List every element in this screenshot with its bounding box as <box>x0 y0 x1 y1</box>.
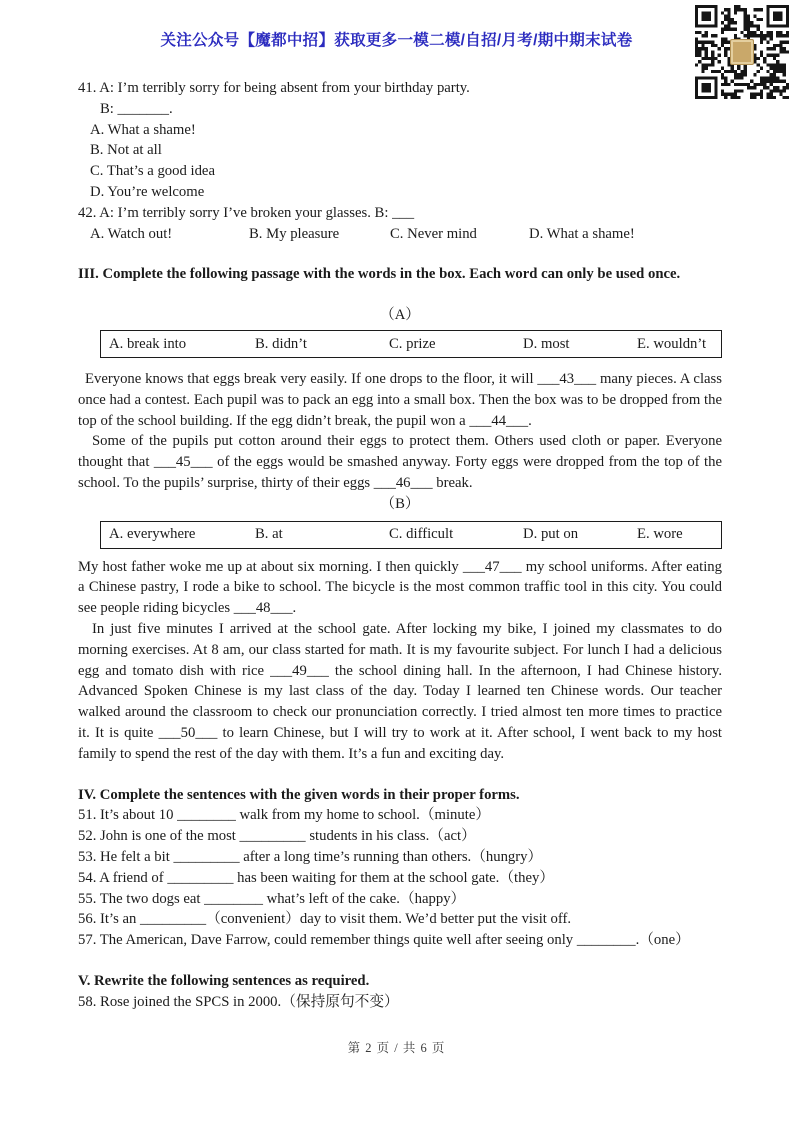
q41-option-c: C. That’s a good idea <box>90 163 215 180</box>
page-number-indicator: 第 2 页 / 共 6 页 <box>347 1041 446 1055</box>
section4-heading: IV. Complete the sentences with the given words in their proper forms. <box>78 786 520 803</box>
q42-option-c: C. Never mind <box>390 225 477 242</box>
passage-b-paragraph-2: In just five minutes I arrived at the school gate. After locking my bike, I joined my classmates to do morning exercises. At 8 am, our class started for math. It is my favourite subject. For lunch I had a delicious egg and tomato dish with rice ___49___ the school dining hall. In the afternoon, I had Chinese history. Advanced Spoken Chinese is my last class of the day. Today I learned ten Chinese words. Our teacher walked around the classroom to check our pronunciation correctly. I tried almost ten more times to practice it. It is quite ___50___ to learn Chinese, but I will try to work at it. After school, I went back to my host family to spend the rest of the day with them. It’s a fun and exciting day. <box>78 620 722 762</box>
passage-b-paragraph-1: My host father woke me up at about six morning. I then quickly ___47___ my school uniforms. After eating a Chinese pastry, I rode a bike to school. The bicycle is the most common traffic tool in this city. You could see people riding bicycles ___48___. <box>78 558 722 617</box>
q41-option-a: A. What a shame! <box>90 121 196 138</box>
q57-item: 57. The American, Dave Farrow, could remember things quite well after seeing only ________.（one） <box>78 932 690 949</box>
q42-option-a: A. Watch out! <box>90 225 173 242</box>
q53-item: 53. He felt a bit _________ after a long time’s running than others.（hungry） <box>78 848 543 865</box>
q56-item: 56. It’s an _________（convenient）day to visit them. We’d better put the visit off. <box>78 911 572 928</box>
q42-options-row <box>78 224 722 245</box>
word-box-b-item-5: E. wore <box>637 526 683 543</box>
section5-heading: V. Rewrite the following sentences as required. <box>78 972 370 989</box>
promo-banner: 关注公众号【魔都中招】获取更多一模二模/自招/月考/期中期末试卷 <box>160 32 633 49</box>
q41-option-b: B. Not at all <box>90 142 162 159</box>
q58-item: 58. Rose joined the SPCS in 2000.（保持原句不变） <box>78 993 399 1010</box>
word-box-b <box>100 521 722 549</box>
q52-item: 52. John is one of the most _________ students in his class.（act） <box>78 828 476 845</box>
section3-partA-label: （A） <box>380 307 420 324</box>
q42-option-b: B. My pleasure <box>249 225 340 242</box>
q41-option-d: D. You’re welcome <box>90 183 205 200</box>
q41-stem: 41. A: I’m terribly sorry for being absent from your birthday party. <box>78 80 470 96</box>
word-box-b-item-1: A. everywhere <box>109 526 196 543</box>
qr-center-logo-icon <box>730 39 754 65</box>
q55-item: 55. The two dogs eat ________ what’s left of the cake.（happy） <box>78 890 466 907</box>
word-box-a-item-3: C. prize <box>389 335 436 352</box>
word-box-a-item-5: E. wouldn’t <box>637 335 707 352</box>
q51-item: 51. It’s about 10 ________ walk from my home to school.（minute） <box>78 807 491 824</box>
word-box-b-item-3: C. difficult <box>389 526 454 543</box>
passage-a-paragraph-1: Everyone knows that eggs break very easily. If one drops to the floor, it will ___43___ many pieces. A class once had a contest. Each pupil was to pack an egg into a small box. Then the box was to be dropped from the top of the school building. If the egg didn’t break, the pupil won a ___44___. <box>78 370 722 429</box>
q54-item: 54. A friend of _________ has been waiting for them at the school gate.（they） <box>78 869 555 886</box>
exam-page-body <box>78 78 722 1012</box>
word-box-a-item-1: A. break into <box>109 335 187 352</box>
passage-a-paragraph-2: Some of the pupils put cotton around their eggs to protect them. Others used cloth or paper. Everyone thought that ___45___ of the eggs would be smashed anyway. Forty eggs were dropped from the top of the school. To the pupils’ surprise, thirty of their eggs ___46___ break. <box>78 433 722 491</box>
word-box-a-item-2: B. didn’t <box>255 335 307 352</box>
q41-reply-blank: B: _______. <box>100 100 173 117</box>
section3-heading: III. Complete the following passage with the words in the box. Each word can only be used once. <box>78 266 681 283</box>
word-box-a-item-4: D. most <box>523 335 570 352</box>
word-box-b-item-2: B. at <box>255 526 283 543</box>
word-box-a <box>100 330 722 358</box>
q42-stem: 42. A: I’m terribly sorry I’ve broken your glasses. B: ___ <box>78 204 415 221</box>
q42-option-d: D. What a shame! <box>529 225 635 242</box>
section3-partB-label: （B） <box>380 495 420 512</box>
word-box-b-item-4: D. put on <box>523 526 579 543</box>
